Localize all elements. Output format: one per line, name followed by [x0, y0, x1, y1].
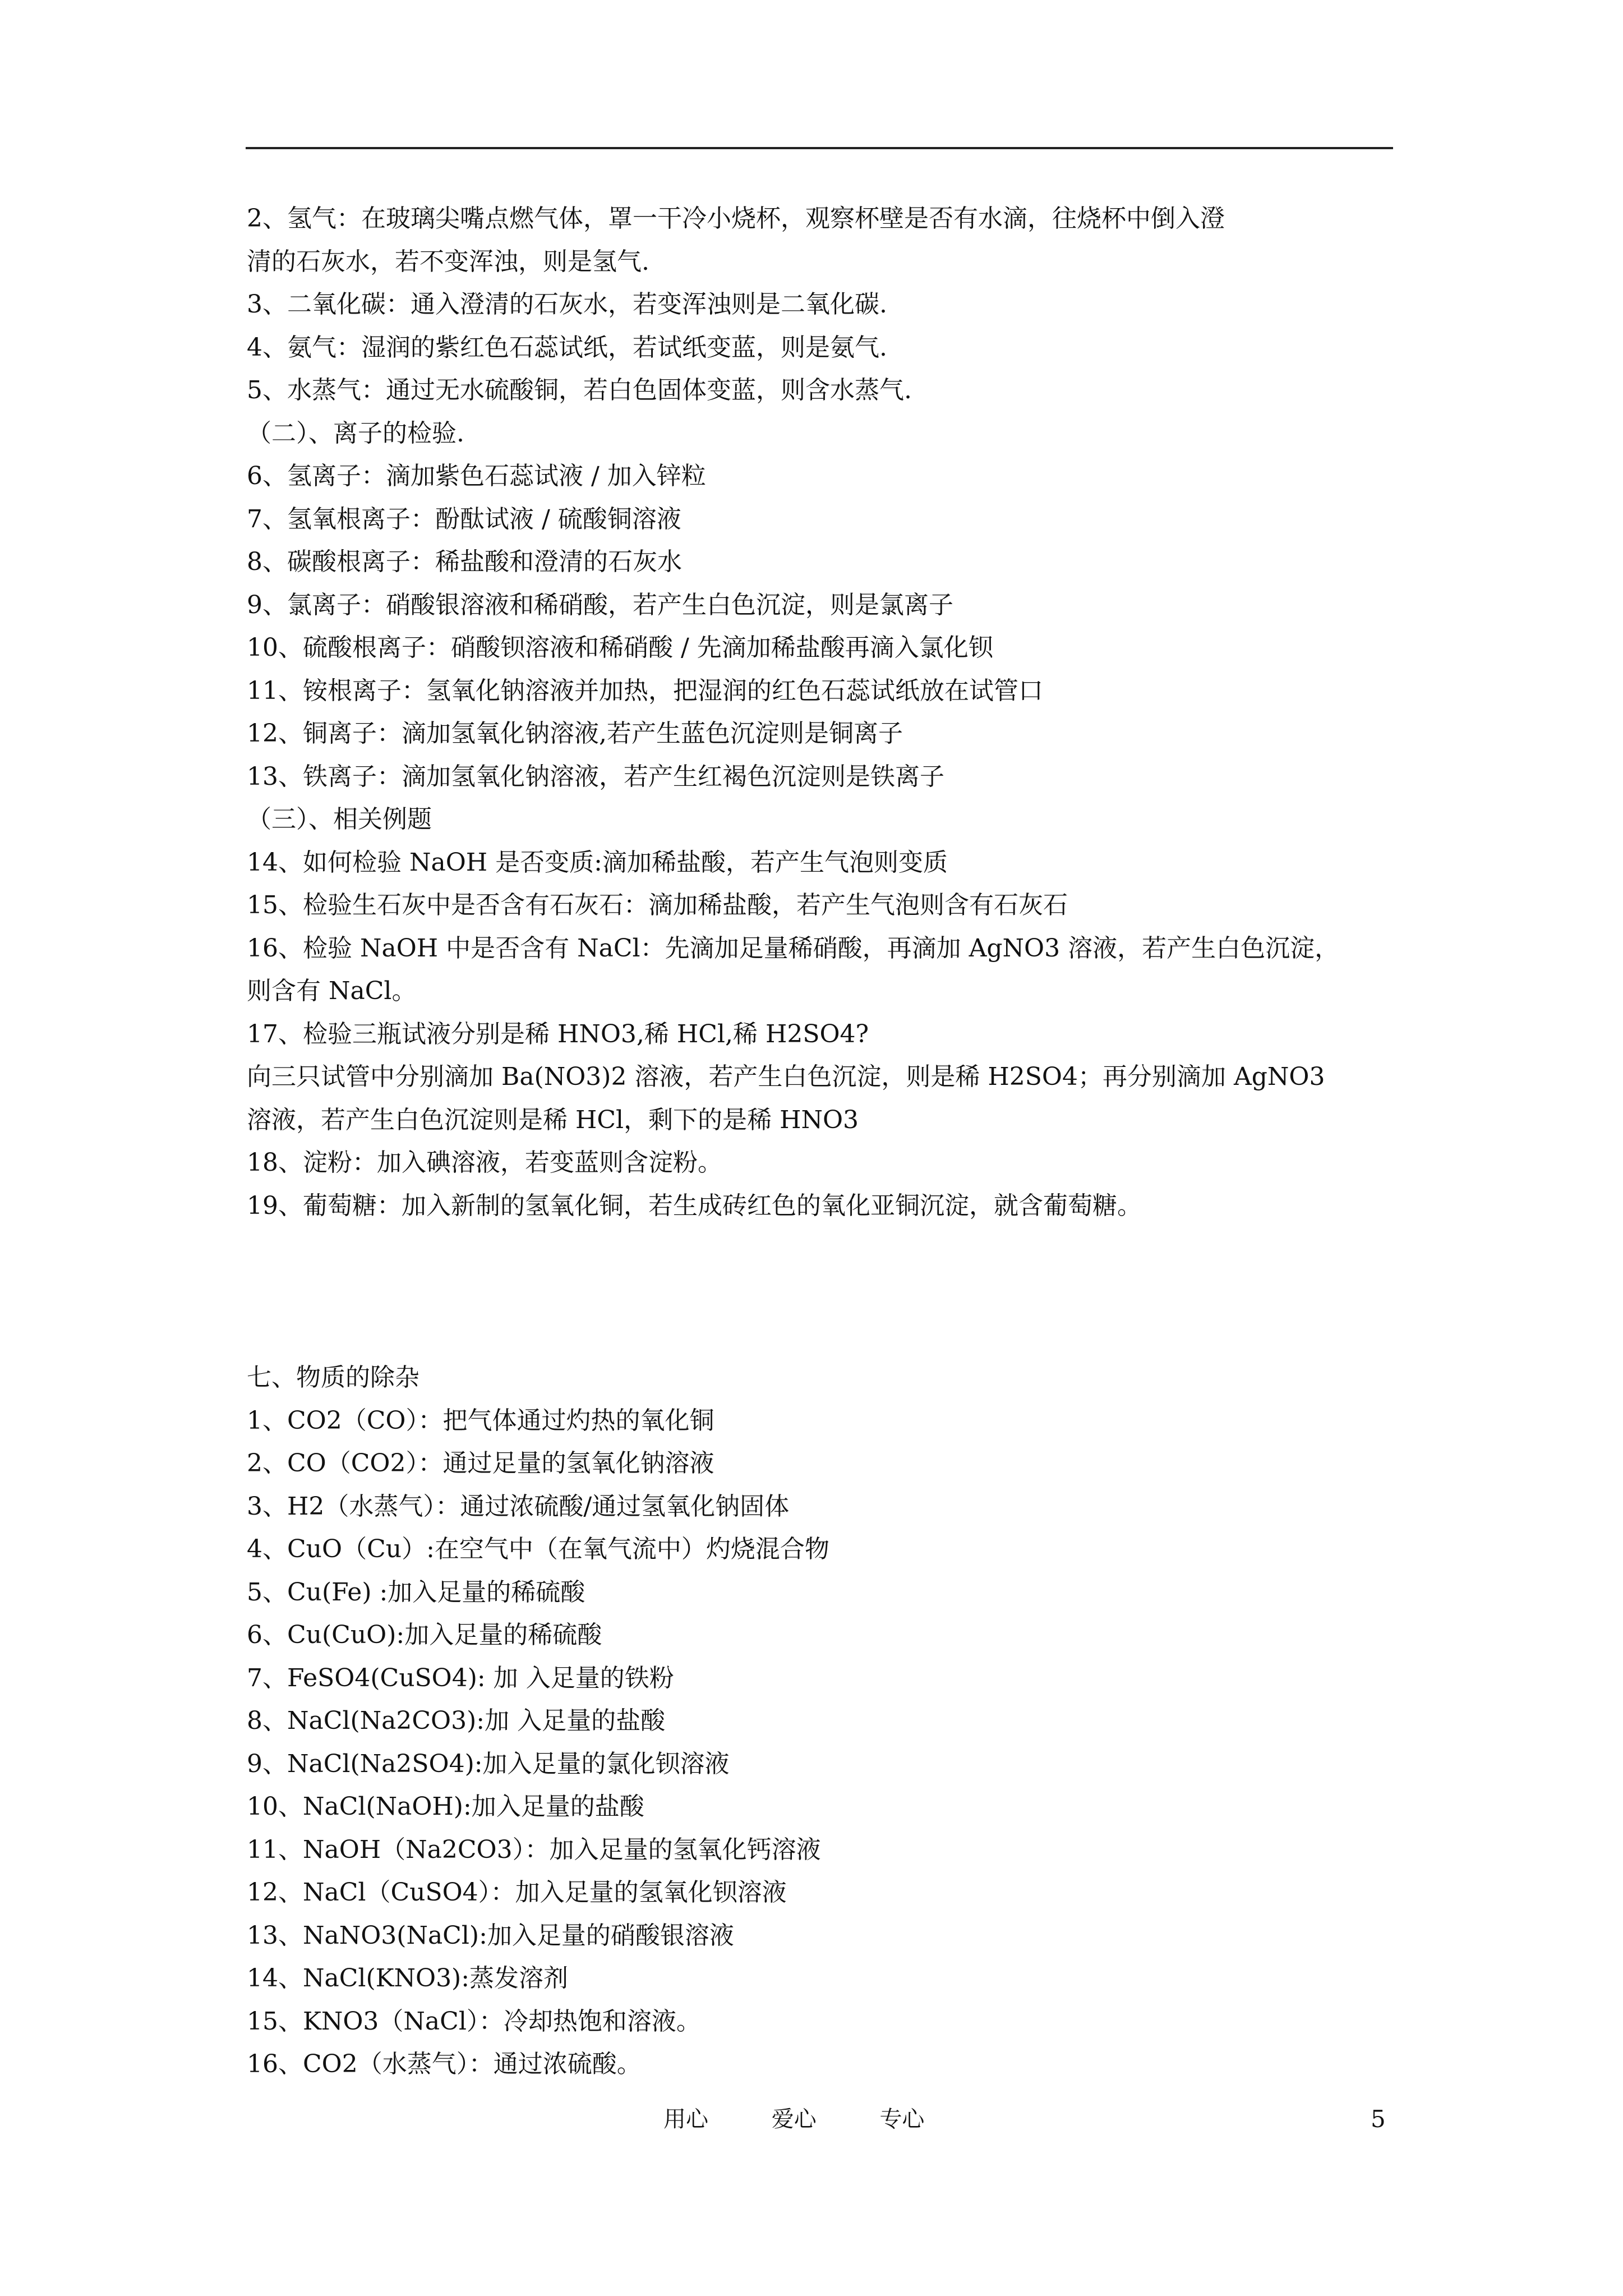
- footer-motto-word: 爱心: [771, 2106, 817, 2132]
- text-line: 溶液，若产生白色沉淀则是稀 HCl，剩下的是稀 HNO3: [247, 1105, 859, 1134]
- text-line: 9、氯离子：硝酸银溶液和稀硝酸，若产生白色沉淀，则是氯离子: [247, 590, 953, 619]
- text-line: 14、NaCl(KNO3):蒸发溶剂: [247, 1964, 569, 1993]
- purification-heading: 七、物质的除杂: [247, 1363, 419, 1392]
- text-line: 5、Cu(Fe) :加入足量的稀硫酸: [247, 1577, 585, 1607]
- text-line: 12、铜离子：滴加氢氧化钠溶液,若产生蓝色沉淀则是铜离子: [247, 719, 903, 748]
- text-line: 6、Cu(CuO):加入足量的稀硫酸: [247, 1621, 602, 1649]
- text-line: 13、NaNO3(NaCl):加入足量的硝酸银溶液: [247, 1921, 734, 1950]
- text-line: 7、FeSO4(CuSO4): 加 入足量的铁粉: [247, 1663, 674, 1692]
- text-line: 2、CO（CO2）：通过足量的氢氧化钠溶液: [247, 1449, 714, 1478]
- text-line: 12、NaCl（CuSO4）：加入足量的氢氧化钡溶液: [247, 1878, 787, 1907]
- examples-list: [247, 841, 1396, 1228]
- text-line: 19、葡萄糖：加入新制的氢氧化铜，若生成砖红色的氧化亚铜沉淀，就含葡萄糖。: [247, 1191, 1142, 1220]
- text-line: 8、NaCl(Na2CO3):加 入足量的盐酸: [247, 1706, 666, 1735]
- text-line: 10、NaCl(NaOH):加入足量的盐酸: [247, 1792, 644, 1821]
- examples-heading: （三）、相关例题: [247, 805, 432, 834]
- text-line: 15、KNO3（NaCl）：冷却热饱和溶液。: [247, 2007, 701, 2036]
- text-line: 8、碳酸根离子：稀盐酸和澄清的石灰水: [247, 547, 682, 576]
- footer-motto: [663, 2102, 924, 2136]
- purification-list: [247, 1400, 1396, 2086]
- text-line: 4、CuO（Cu）:在空气中（在氧气流中）灼烧混合物: [247, 1535, 829, 1563]
- footer-motto-word: 专心: [879, 2106, 925, 2132]
- text-line: 3、H2（水蒸气）：通过浓硫酸/通过氢氧化钠固体: [247, 1492, 790, 1521]
- text-line: 14、如何检验 NaOH 是否变质:滴加稀盐酸，若产生气泡则变质: [247, 848, 948, 877]
- text-line: 3、二氧化碳：通入澄清的石灰水，若变浑浊则是二氧化碳.: [247, 290, 887, 319]
- text-line: 10、硫酸根离子：硝酸钡溶液和稀硝酸 / 先滴加稀盐酸再滴入氯化钡: [247, 633, 993, 662]
- text-line: 16、检验 NaOH 中是否含有 NaCl：先滴加足量稀硝酸，再滴加 AgNO3 溶液，若产生白色沉淀，: [247, 933, 1340, 963]
- text-line: 清的石灰水，若不变浑浊，则是氢气.: [247, 247, 649, 276]
- text-line: 6、氢离子：滴加紫色石蕊试液 / 加入锌粒: [247, 462, 706, 490]
- text-line: 2、氢气：在玻璃尖嘴点燃气体，罩一干冷小烧杯，观察杯壁是否有水滴，往烧杯中倒入澄: [247, 204, 1225, 233]
- text-line: 15、检验生石灰中是否含有石灰石：滴加稀盐酸，若产生气泡则含有石灰石: [247, 891, 1068, 919]
- text-line: 向三只试管中分别滴加 Ba(NO3)2 溶液，若产生白色沉淀，则是稀 H2SO4；再分别滴加 AgNO3: [247, 1062, 1325, 1091]
- header-rule: [246, 147, 1393, 149]
- text-line: 4、氨气：湿润的紫红色石蕊试纸，若试纸变蓝，则是氨气.: [247, 333, 887, 362]
- footer-motto-word: 用心: [663, 2106, 708, 2132]
- text-line: 17、检验三瓶试液分别是稀 HNO3,稀 HCl,稀 H2SO4?: [247, 1019, 869, 1048]
- page-footer: [0, 2102, 1623, 2136]
- text-line: 7、氢氧根离子：酚酞试液 / 硫酸铜溶液: [247, 504, 681, 533]
- text-line: 1、CO2（CO）：把气体通过灼热的氧化铜: [247, 1406, 714, 1435]
- ion-detection-heading: （二）、离子的检验.: [247, 418, 464, 448]
- text-line: 16、CO2（水蒸气）：通过浓硫酸。: [247, 2050, 642, 2078]
- page-content: [247, 197, 1396, 2086]
- text-line: 18、淀粉：加入碘溶液，若变蓝则含淀粉。: [247, 1148, 722, 1177]
- text-line: 11、铵根离子：氢氧化钠溶液并加热，把湿润的红色石蕊试纸放在试管口: [247, 676, 1043, 705]
- text-line: 9、NaCl(Na2SO4):加入足量的氯化钡溶液: [247, 1749, 730, 1778]
- section-spacer: [247, 1227, 1396, 1356]
- gas-detection-list: [247, 197, 1396, 412]
- text-line: 11、NaOH（Na2CO3）：加入足量的氢氧化钙溶液: [247, 1835, 821, 1864]
- text-line: 13、铁离子：滴加氢氧化钠溶液，若产生红褐色沉淀则是铁离子: [247, 762, 944, 791]
- page-number: 5: [1371, 2105, 1386, 2133]
- text-line: 则含有 NaCl。: [247, 977, 417, 1005]
- text-line: 5、水蒸气：通过无水硫酸铜，若白色固体变蓝，则含水蒸气.: [247, 376, 912, 404]
- ion-detection-list: [247, 455, 1396, 798]
